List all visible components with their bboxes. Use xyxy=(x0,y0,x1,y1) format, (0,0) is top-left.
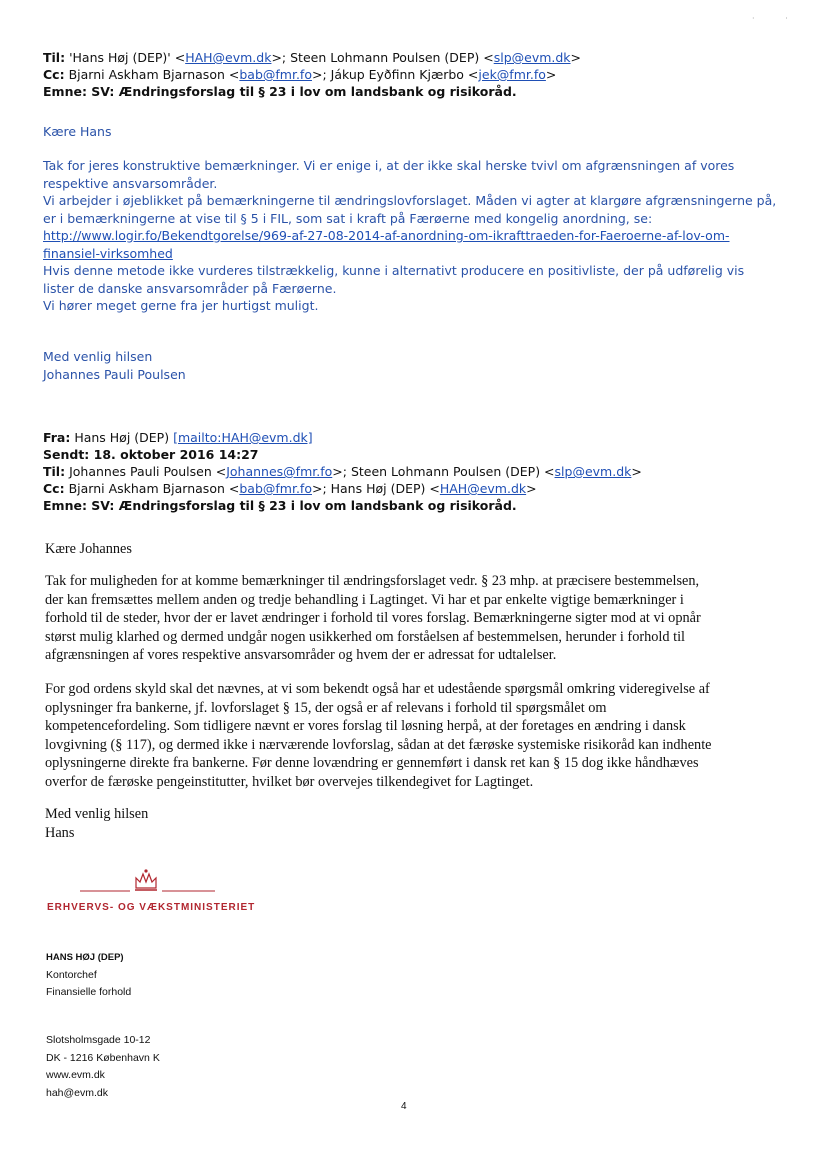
address-line: DK - 1216 København K xyxy=(46,1051,160,1064)
page-number: 4 xyxy=(401,1101,407,1112)
scan-specks: · · xyxy=(752,14,802,23)
cc-text: > xyxy=(526,481,537,496)
cc-text: Bjarni Askham Bjarnason < xyxy=(64,67,240,82)
crown-logo-icon xyxy=(80,866,220,898)
email1-body xyxy=(43,157,783,315)
body-line: oplysningerne direkte fra bankerne. Før denne lovændring er gennemført i dansk ret kan § 15 dog ikke håndhæves xyxy=(45,755,699,772)
body-line: Vi arbejder i øjeblikket på bemærkningerne til ændringslovforslaget. Måden vi agter at klargøre afgrænsningerne på, xyxy=(43,193,777,208)
logir-url-link[interactable]: http://www.logir.fo/Bekendtgorelse/969-af-27-08-2014-af-anordning-om-ikrafttraeden-for-Faeroerne-af-lov-om- xyxy=(43,228,730,243)
signature-department: Finansielle forhold xyxy=(46,986,132,998)
body-line: forhold til de steder, hvor der er lavet ændringer i forhold til vores forslag. Bemærkningerne sigter mod at vi opnår xyxy=(45,610,701,627)
email-link[interactable]: bab@fmr.fo xyxy=(239,481,312,496)
logir-url-link[interactable]: finansiel-virksomhed xyxy=(43,245,173,261)
subject-text: SV: Ændringsforslag til § 23 i lov om landsbank og risikoråd. xyxy=(86,498,517,513)
email1-signoff xyxy=(43,348,783,383)
email-link[interactable]: HAH@evm.dk xyxy=(185,50,272,65)
from-label: Fra: xyxy=(43,430,71,445)
cc-text: Bjarni Askham Bjarnason < xyxy=(64,481,240,496)
body-line: kompetencefordeling. Som tidligere nævnt er vores forslag til løsning herpå, at der foretages en ændring i dansk xyxy=(45,718,686,735)
email-link[interactable]: jek@fmr.fo xyxy=(478,67,546,82)
body-line: er i bemærkningerne at vise til § 5 i FIL, som sat i kraft på Færøerne med kongelig anordning, se: xyxy=(43,210,653,226)
email2-sent-line xyxy=(43,446,783,463)
signature-email: hah@evm.dk xyxy=(46,1086,109,1099)
body-line: Hvis denne metode ikke vurderes tilstrækkelig, kunne i alternativt producere en positivliste, der på udførelig vis xyxy=(43,263,745,278)
email2-from-line xyxy=(43,429,783,446)
ministry-name: ERHVERVS- OG VÆKSTMINISTERIET xyxy=(47,902,256,913)
body-line: lovgivning (§ 117), og dermed ikke i nærværende lovforslag, sådan at det færøske systemiske risikoråd kan indhente xyxy=(45,736,712,753)
body-line: afgrænsningen af vores respektive ansvarsområder og hvem der er adressat for udtalelser. xyxy=(45,647,557,664)
email1-to-line xyxy=(43,49,783,66)
email-link[interactable]: slp@evm.dk xyxy=(554,464,632,479)
cc-text: >; Jákup Eyðfinn Kjærbo < xyxy=(311,67,479,82)
to-text: > xyxy=(631,464,642,479)
body-line: lister de danske ansvarsområder på Færøerne. xyxy=(43,280,337,296)
email2-paragraph-1 xyxy=(45,572,785,665)
email-link[interactable]: Johannes@fmr.fo xyxy=(226,464,333,479)
signature-block xyxy=(46,949,786,1002)
sender-name: Johannes Pauli Poulsen xyxy=(43,366,186,382)
sent-label: Sendt: xyxy=(43,447,90,462)
body-line: Tak for muligheden for at komme bemærkninger til ændringsforslaget vedr. § 23 mhp. at præcisere bestemmelsen, xyxy=(45,573,700,589)
sent-text: 18. oktober 2016 14:27 xyxy=(89,447,259,462)
body-line: oplysninger fra bankerne, jf. lovforslaget § 15, der også er af relevans i forhold til spørgsmålet om xyxy=(45,699,607,716)
from-text: Hans Høj (DEP) xyxy=(70,430,174,445)
email1-greeting: Kære Hans xyxy=(43,124,112,139)
closing: Med venlig hilsen xyxy=(43,349,153,364)
email2-header xyxy=(43,429,783,514)
body-line: Tak for jeres konstruktive bemærkninger. Vi er enige i, at der ikke skal herske tvivl om afgrænsningen af vores xyxy=(43,158,735,173)
mailto-link[interactable]: [mailto:HAH@evm.dk] xyxy=(173,430,313,445)
body-line: Vi hører meget gerne fra jer hurtigst muligt. xyxy=(43,298,319,313)
email-link[interactable]: HAH@evm.dk xyxy=(439,481,527,496)
cc-label: Cc: xyxy=(43,481,65,496)
email1-subject-line xyxy=(43,83,783,100)
to-label: Til: xyxy=(43,464,66,479)
subject-label: Emne: xyxy=(43,498,87,513)
email2-greeting: Kære Johannes xyxy=(45,541,132,557)
to-text: > xyxy=(570,50,582,65)
body-line: overfor de færøske pengeinstitutter, hvilket bør overvejes tilkendegivet for Lagtinget. xyxy=(45,773,534,790)
to-label: Til: xyxy=(43,50,66,65)
address-line: Slotsholmsgade 10-12 xyxy=(46,1034,151,1046)
signature-name: HANS HØJ (DEP) xyxy=(46,952,124,963)
body-line: For god ordens skyld skal det nævnes, at vi som bekendt også har et udestående spørgsmål omkring videregivelse af xyxy=(45,681,710,697)
body-line: der kan fremsættes mellem anden og tredje behandling i Lagtinget. Vi har et par enkelte vigtige bemærkninger i xyxy=(45,591,684,608)
subject-label: Emne: xyxy=(43,84,87,99)
to-text: >; Steen Lohmann Poulsen (DEP) < xyxy=(332,464,555,479)
cc-text: >; Hans Høj (DEP) < xyxy=(311,481,440,496)
email1-header xyxy=(43,49,783,100)
website: www.evm.dk xyxy=(46,1069,105,1081)
to-text: 'Hans Høj (DEP)' < xyxy=(65,50,186,65)
subject-text: SV: Ændringsforslag til § 23 i lov om landsbank og risikoråd. xyxy=(86,84,517,99)
closing: Med venlig hilsen xyxy=(45,806,149,822)
email-link[interactable]: bab@fmr.fo xyxy=(239,67,312,82)
sender-name: Hans xyxy=(45,824,75,841)
address-block xyxy=(46,1032,786,1102)
cc-text: > xyxy=(545,67,557,82)
email-link[interactable]: slp@evm.dk xyxy=(493,50,571,65)
body-line: størst mulig klarhed og dermed undgår nogen usikkerhed om forståelsen af bestemmelsen, herunder i forhold til xyxy=(45,628,686,645)
email2-cc-line xyxy=(43,480,783,497)
to-text: Johannes Pauli Poulsen < xyxy=(65,464,227,479)
email2-subject-line xyxy=(43,497,783,514)
email2-paragraph-2 xyxy=(45,680,785,792)
body-line: respektive ansvarsområder. xyxy=(43,175,218,191)
email1-cc-line xyxy=(43,66,783,83)
email2-to-line xyxy=(43,463,783,480)
cc-label: Cc: xyxy=(43,67,65,82)
email2-signoff xyxy=(45,805,785,842)
signature-title: Kontorchef xyxy=(46,968,97,981)
to-text: >; Steen Lohmann Poulsen (DEP) < xyxy=(271,50,494,65)
